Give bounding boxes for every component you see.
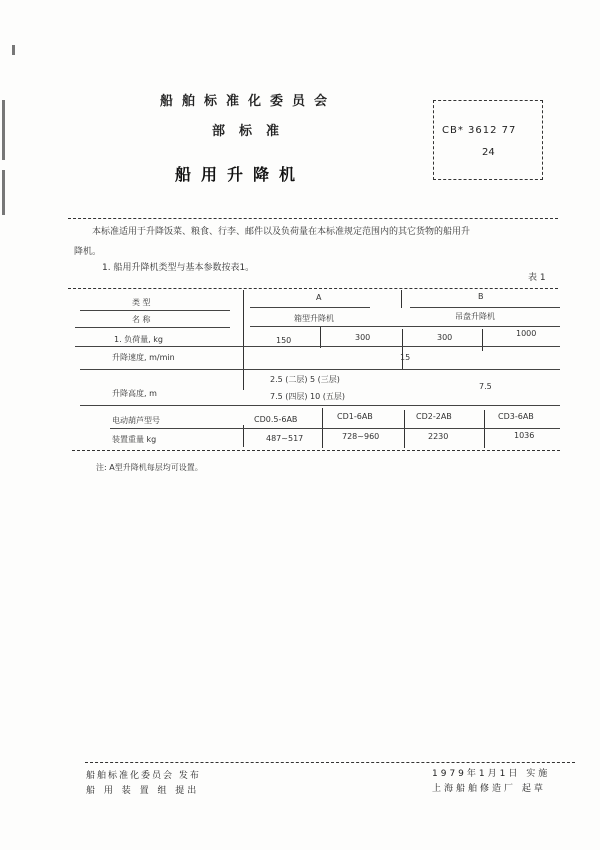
weight-b2: 1036 [514,431,535,440]
row-rule [410,307,560,308]
motor-b1: CD2-2AB [416,412,452,421]
weight-a2: 728~960 [342,432,380,441]
type-b-label: B [478,292,484,301]
row-label-height: 升降高度, m [112,389,157,398]
standard-category: 部标准 [212,124,294,139]
load-a1: 150 [276,336,292,345]
name-a: 箱型升降机 [294,314,334,323]
header-name-label: 名 称 [132,315,151,324]
scan-margin-mark [12,45,15,55]
table-column-divider [482,329,483,351]
effective-date: 1979年1月1日 实施 [432,769,551,779]
table-top-rule [68,288,558,289]
table-note: 注: A型升降机每层均可设置。 [96,463,203,472]
table-column-divider [320,326,321,348]
standard-number: CB* 3612 77 [442,125,517,136]
weight-b1: 2230 [428,432,449,441]
table-column-divider [401,290,402,308]
footer-divider [85,762,575,763]
height-a-line1: 2.5 (二层) 5 (三层) [270,375,340,384]
document-title: 船用升降机 [175,165,306,184]
table-caption: 表 1 [528,273,546,283]
load-a2: 300 [355,333,371,342]
row-rule [75,327,230,328]
page-number: 24 [482,147,495,158]
row-rule [250,307,370,308]
height-a-line2: 7.5 (四层) 10 (五层) [270,392,346,401]
drafter: 上海船舶修造厂 起草 [432,784,546,794]
weight-a1: 487~517 [266,434,304,443]
height-b: 7.5 [479,382,492,391]
scope-paragraph-line2: 降机。 [74,247,102,257]
speed-b: 15 [400,353,411,362]
organization-name: 船舶标准化委员会 [160,94,337,109]
motor-a2: CD1-6AB [337,412,373,421]
clause-1: 1. 船用升降机类型与基本参数按表1。 [102,263,255,273]
motor-b2: CD3-6AB [498,412,534,421]
type-a-label: A [316,293,322,302]
table-column-divider [402,329,403,369]
row-label-motor: 电动葫芦型号 [112,416,160,425]
table-column-divider [243,290,244,390]
row-rule [110,428,560,429]
row-rule [75,346,560,347]
table-bottom-rule [72,450,560,451]
load-b1: 300 [437,333,453,342]
standard-number-box [433,100,543,180]
scope-paragraph-line1: 本标准适用于升降饭菜、粮食、行李、邮件以及负荷量在本标准规定范围内的其它货物的船用升 [92,227,471,237]
row-rule [80,405,560,406]
row-label-speed: 升降速度, m/min [112,353,175,362]
header-divider [68,218,558,219]
table-column-divider [404,410,405,448]
row-rule [250,326,560,327]
row-rule [80,369,560,370]
proposer: 船 用 装 置 组 提出 [86,786,200,796]
name-b: 吊盘升降机 [455,312,495,321]
scan-margin-mark [2,100,5,160]
motor-a1: CD0.5-6AB [254,415,298,424]
load-b2: 1000 [516,329,537,338]
header-type-label: 类 型 [132,298,151,307]
table-column-divider [484,410,485,448]
scan-margin-mark [2,170,5,215]
issuer: 船舶标准化委员会 发布 [86,771,201,781]
row-label-weight: 装置重量 kg [112,435,157,444]
row-label-load: 1. 负荷量, kg [114,335,163,344]
row-rule [80,310,230,311]
